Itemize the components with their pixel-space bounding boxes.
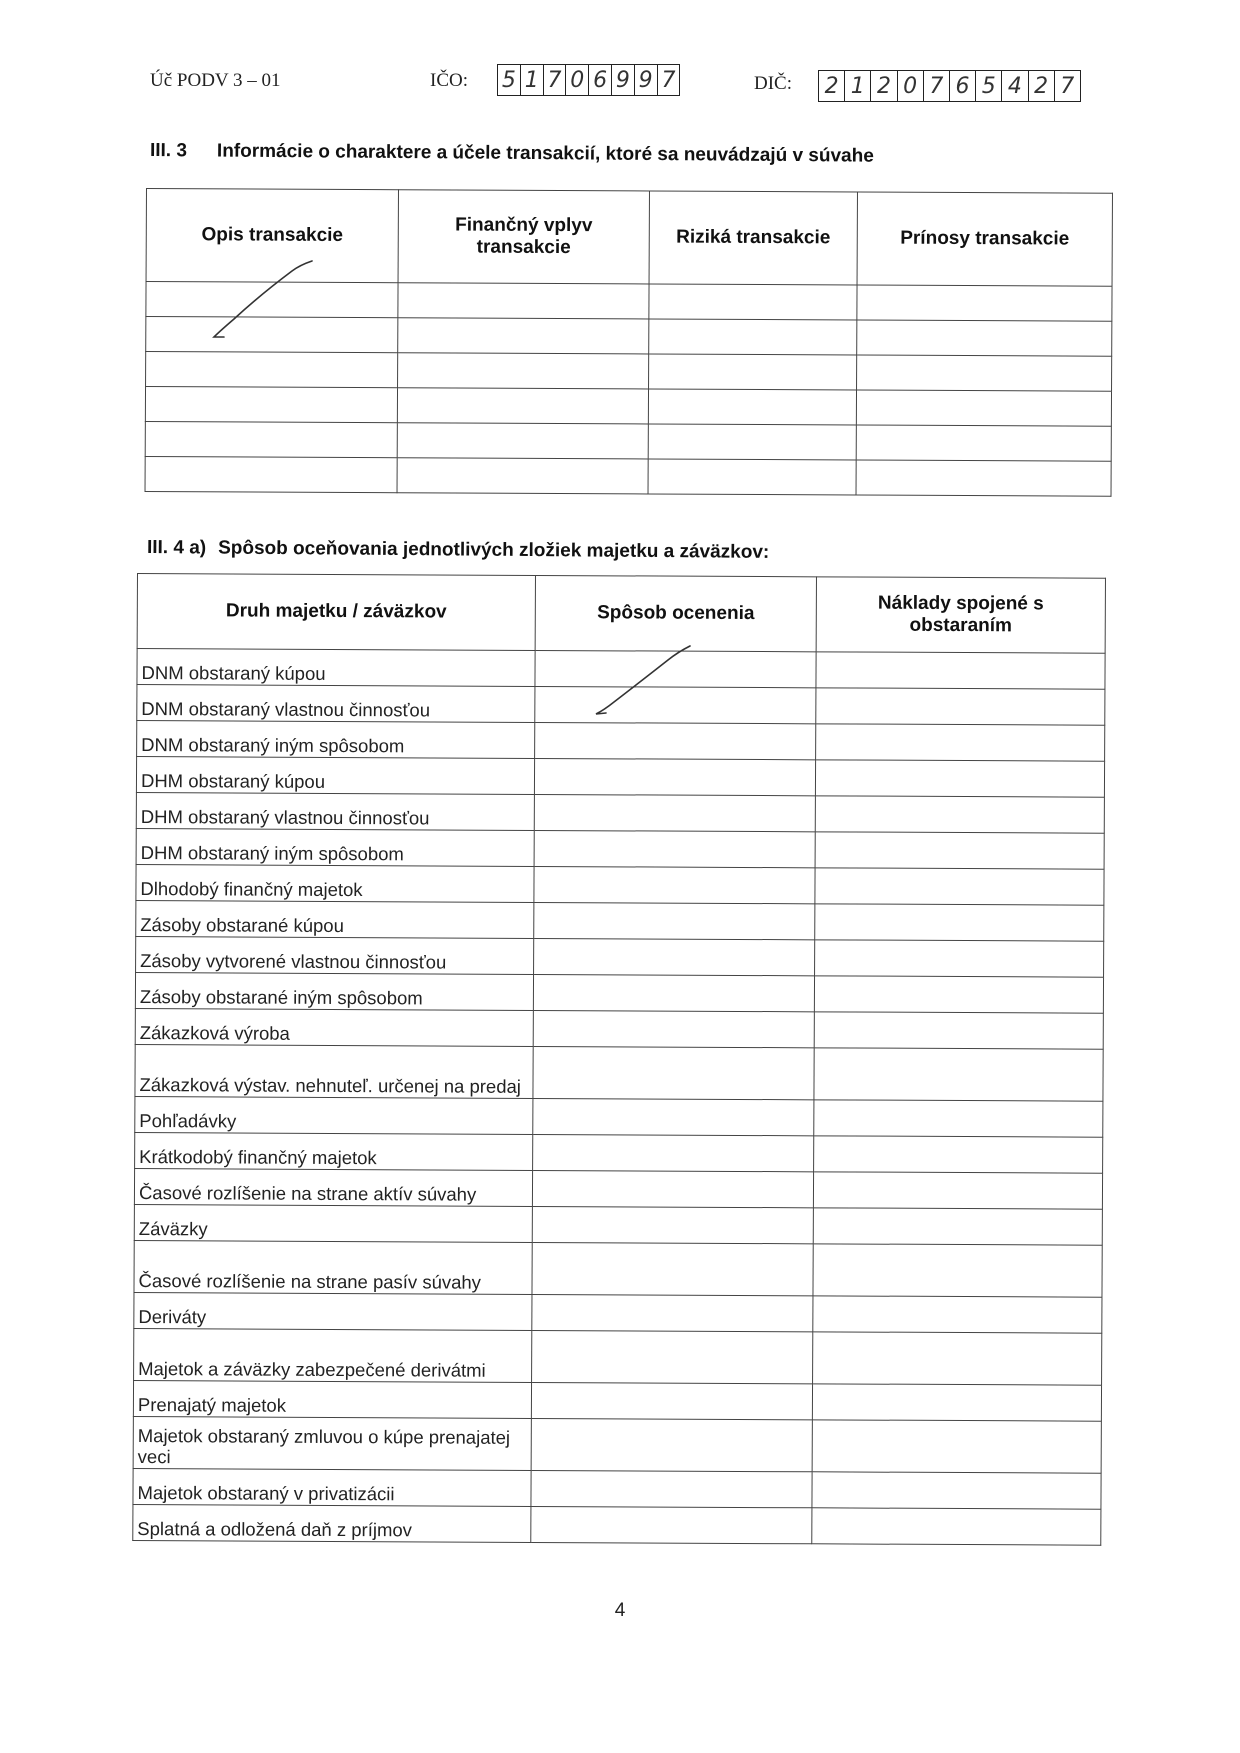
- table-cell[interactable]: [648, 389, 856, 425]
- table-row: [136, 900, 1104, 941]
- table-row: [137, 649, 1105, 690]
- table-cell[interactable]: [649, 319, 857, 355]
- column-header: Druh majetku / záväzkov: [137, 574, 535, 651]
- table-cell[interactable]: [146, 317, 398, 353]
- table-row: [134, 1328, 1102, 1385]
- page-number: 4: [614, 1600, 626, 1621]
- row-label: Časové rozlíšenie na strane pasív súvahy: [134, 1240, 532, 1294]
- table-cell[interactable]: [856, 390, 1111, 426]
- table-cell[interactable]: [816, 688, 1105, 725]
- dic-digit: 7: [1060, 73, 1075, 99]
- table-cell[interactable]: [532, 1294, 813, 1331]
- table-cell[interactable]: [531, 1506, 812, 1543]
- ico-digit: 9: [612, 65, 635, 95]
- row-label: DNM obstaraný vlastnou činnosťou: [137, 685, 535, 723]
- table-cell[interactable]: [145, 456, 397, 492]
- table-cell[interactable]: [533, 974, 814, 1011]
- table-cell[interactable]: [535, 722, 816, 759]
- table-cell[interactable]: [531, 1418, 812, 1471]
- table-row: [136, 936, 1104, 977]
- row-label: DNM obstaraný iným spôsobom: [137, 721, 535, 759]
- table-row: [133, 1504, 1101, 1545]
- table-cell[interactable]: [534, 938, 815, 975]
- dic-digit: 2: [871, 71, 897, 101]
- ico-digit: 0: [566, 65, 589, 95]
- table-row: [135, 972, 1103, 1013]
- table-row: [133, 1468, 1101, 1509]
- table-cell[interactable]: [813, 1208, 1102, 1245]
- ico-digit-boxes: [497, 64, 680, 96]
- row-label: DNM obstaraný kúpou: [137, 649, 535, 687]
- column-header: Spôsob ocenenia: [535, 575, 816, 651]
- table-cell[interactable]: [814, 1048, 1103, 1101]
- ico-digit: 7: [544, 65, 567, 95]
- table-cell[interactable]: [532, 1330, 813, 1383]
- table-row: [134, 1292, 1102, 1333]
- table-cell[interactable]: [534, 794, 815, 831]
- table-cell[interactable]: [532, 1206, 813, 1243]
- table-cell[interactable]: [815, 868, 1104, 905]
- row-label: Časové rozlíšenie na strane aktív súvahy: [134, 1168, 532, 1206]
- table-cell[interactable]: [649, 284, 857, 320]
- row-label: Zásoby vytvorené vlastnou činnosťou: [136, 936, 534, 974]
- transactions-table: [145, 188, 1113, 497]
- table-cell[interactable]: [533, 1046, 814, 1099]
- dic-digit: 0: [898, 71, 924, 101]
- row-label: Prenajatý majetok: [133, 1380, 531, 1418]
- table-cell[interactable]: [145, 421, 397, 457]
- table-row: [135, 1008, 1103, 1049]
- table-cell[interactable]: [813, 1244, 1102, 1297]
- valuation-table: [132, 573, 1106, 1546]
- column-header: Prínosy transakcie: [857, 192, 1112, 286]
- row-label: Majetok obstaraný v privatizácii: [133, 1468, 531, 1506]
- table-cell[interactable]: [397, 423, 648, 459]
- table-cell[interactable]: [815, 832, 1104, 869]
- section-3-number: III. 3: [149, 140, 188, 162]
- table-row: [135, 1096, 1103, 1137]
- row-label: DHM obstaraný vlastnou činnosťou: [136, 792, 534, 830]
- dic-digit: 6: [950, 71, 976, 101]
- table-cell[interactable]: [535, 650, 816, 687]
- form-code: Úč PODV 3 – 01: [150, 70, 281, 91]
- section-4a-number: III. 4 a): [146, 537, 207, 559]
- table-row: [146, 282, 1112, 322]
- table-row: [145, 456, 1111, 496]
- table-row: [135, 1132, 1103, 1173]
- table-cell[interactable]: [398, 318, 649, 354]
- table-cell[interactable]: [813, 1296, 1102, 1333]
- table-row: [145, 387, 1111, 427]
- table-row: [145, 421, 1111, 461]
- table-row: [136, 757, 1104, 798]
- ico-label: IČO:: [430, 70, 468, 91]
- row-label: Zákazková výroba: [135, 1008, 533, 1046]
- table-cell[interactable]: [812, 1472, 1101, 1509]
- table-row: [133, 1380, 1101, 1421]
- table-row: [135, 1044, 1103, 1101]
- table-cell[interactable]: [812, 1508, 1101, 1545]
- table-header-row: [137, 574, 1105, 654]
- section-4a-title: Spôsob oceňovania jednotlivých zložiek majetku a záväzkov:: [218, 537, 770, 563]
- ico-digit: 6: [589, 65, 612, 95]
- table-cell[interactable]: [146, 282, 398, 318]
- column-header: Opis transakcie: [146, 189, 398, 283]
- table-cell[interactable]: [814, 976, 1103, 1013]
- row-label: Zákazková výstav. nehnuteľ. určenej na predaj: [135, 1044, 533, 1098]
- row-label: Splatná a odložená daň z príjmov: [133, 1504, 531, 1542]
- column-header: Finančný vplyv transakcie: [398, 190, 649, 284]
- table-cell[interactable]: [648, 424, 856, 460]
- table-cell[interactable]: [533, 1098, 814, 1135]
- dic-digit: 2: [1029, 71, 1055, 101]
- table-row: [137, 721, 1105, 762]
- table-cell[interactable]: [534, 758, 815, 795]
- ico-digit: 7: [661, 67, 676, 93]
- section-3-heading: [150, 140, 874, 168]
- table-cell[interactable]: [532, 1242, 813, 1295]
- dic-digit-boxes: [818, 70, 1081, 102]
- dic-digit: 1: [845, 71, 871, 101]
- table-row: [146, 317, 1112, 357]
- ico-digit: 5: [498, 65, 521, 95]
- table-cell[interactable]: [812, 1420, 1101, 1473]
- table-cell[interactable]: [813, 1172, 1102, 1209]
- table-cell[interactable]: [397, 458, 648, 494]
- table-cell[interactable]: [814, 1100, 1103, 1137]
- table-cell[interactable]: [649, 354, 857, 390]
- section-3-title: Informácie o charaktere a účele transakcií, ktoré sa neuvádzajú v súvahe: [216, 140, 874, 167]
- table-row: [136, 864, 1104, 905]
- table-cell[interactable]: [812, 1384, 1101, 1421]
- table-cell[interactable]: [815, 796, 1104, 833]
- table-cell[interactable]: [816, 652, 1105, 689]
- table-cell[interactable]: [398, 283, 649, 319]
- dic-digit: 2: [819, 71, 845, 101]
- table-cell[interactable]: [534, 902, 815, 939]
- table-header-row: [146, 189, 1112, 287]
- row-label: Majetok obstaraný zmluvou o kúpe prenajatej veci: [133, 1416, 531, 1470]
- table-cell[interactable]: [534, 830, 815, 867]
- table-cell[interactable]: [534, 866, 815, 903]
- table-cell[interactable]: [531, 1470, 812, 1507]
- table-cell[interactable]: [533, 1010, 814, 1047]
- row-label: Deriváty: [134, 1292, 532, 1330]
- row-label: Krátkodobý finančný majetok: [135, 1132, 533, 1170]
- row-label: Zásoby obstarané iným spôsobom: [135, 972, 533, 1010]
- table-cell[interactable]: [857, 320, 1112, 356]
- table-cell[interactable]: [398, 353, 649, 389]
- table-cell[interactable]: [857, 285, 1112, 321]
- table-cell[interactable]: [814, 1136, 1103, 1173]
- ico-digit: 1: [521, 65, 544, 95]
- dic-digit: 5: [976, 71, 1002, 101]
- table-row: [136, 828, 1104, 869]
- section-4a-heading: [147, 537, 769, 564]
- table-cell[interactable]: [397, 388, 648, 424]
- table-row: [134, 1168, 1102, 1209]
- dic-digit: 7: [924, 71, 950, 101]
- table-cell[interactable]: [816, 724, 1105, 761]
- column-header: Riziká transakcie: [649, 191, 857, 285]
- dic-digit: 4: [1002, 71, 1028, 101]
- table-cell[interactable]: [815, 904, 1104, 941]
- row-label: DHM obstaraný kúpou: [136, 757, 534, 795]
- table-cell[interactable]: [145, 387, 397, 423]
- row-label: Pohľadávky: [135, 1096, 533, 1134]
- row-label: Záväzky: [134, 1204, 532, 1242]
- column-header: Náklady spojené s obstaraním: [816, 577, 1105, 653]
- table-row: [146, 352, 1112, 392]
- table-cell[interactable]: [146, 352, 398, 388]
- row-label: DHM obstaraný iným spôsobom: [136, 828, 534, 866]
- table-row: [137, 685, 1105, 726]
- row-label: Majetok a záväzky zabezpečené derivátmi: [134, 1328, 532, 1382]
- table-cell[interactable]: [857, 355, 1112, 391]
- table-cell[interactable]: [856, 425, 1111, 461]
- table-cell[interactable]: [532, 1170, 813, 1207]
- dic-label: DIČ:: [754, 73, 792, 94]
- table-cell[interactable]: [815, 760, 1104, 797]
- table-cell[interactable]: [531, 1382, 812, 1419]
- ico-digit: 9: [635, 65, 658, 95]
- table-cell[interactable]: [533, 1134, 814, 1171]
- table-cell[interactable]: [856, 460, 1111, 496]
- table-row: [134, 1204, 1102, 1245]
- table-cell[interactable]: [813, 1332, 1102, 1385]
- table-row: [134, 1240, 1102, 1297]
- table-cell[interactable]: [648, 459, 856, 495]
- table-cell[interactable]: [814, 1012, 1103, 1049]
- table-row: [136, 792, 1104, 833]
- row-label: Zásoby obstarané kúpou: [136, 900, 534, 938]
- row-label: Dlhodobý finančný majetok: [136, 864, 534, 902]
- table-row: [133, 1416, 1101, 1473]
- table-cell[interactable]: [535, 686, 816, 723]
- table-cell[interactable]: [815, 940, 1104, 977]
